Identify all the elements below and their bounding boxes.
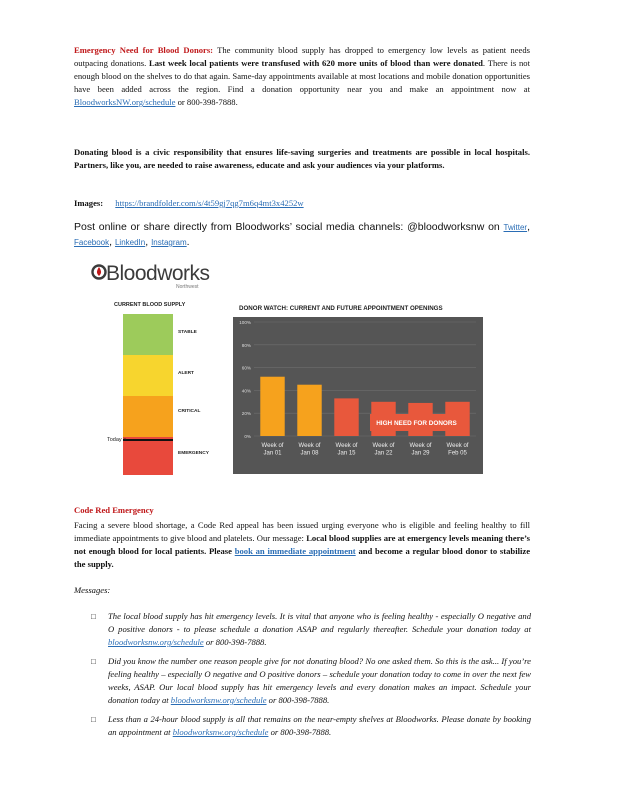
chart-category-label [447, 443, 469, 457]
chart-bar [297, 385, 321, 436]
chart-ytick-label: 0% [244, 434, 251, 439]
chart-category-label-line: Jan 22 [374, 450, 393, 457]
gauge-label-stable: STABLE [178, 330, 197, 335]
civic-text: Donating blood is a civic responsibility that ensures life-saving surgeries and treatments are possible in local hospitals. Partners, like you, are needed to raise awareness, educate and ask your audiences via your platforms. [74, 147, 530, 170]
chart-category-label-line: Jan 29 [411, 450, 430, 457]
bloodworks-logo-icon [91, 263, 107, 281]
bloodworks-logo-text: Bloodworks [106, 262, 210, 285]
chart-category-label [262, 443, 284, 457]
chart-ytick-label: 60% [241, 365, 251, 371]
code-red-please: Please [209, 546, 232, 556]
gauge-level-alert [123, 355, 173, 396]
chart-ytick-label: 20% [241, 411, 251, 417]
gauge-level-critical [123, 396, 173, 437]
chart-category-label-line: Jan 08 [300, 450, 319, 457]
bloodworks-logo-sub: Northwest [176, 284, 199, 290]
message-item [91, 713, 531, 739]
images-line [74, 197, 530, 210]
code-red-bold: Local blood supplies are at emergency levels meaning there’s not enough blood for local patients. [74, 533, 530, 556]
messages-label-text: Messages: [74, 585, 111, 595]
code-red-paragraph [74, 519, 530, 571]
facebook-link[interactable]: Facebook [74, 238, 110, 247]
code-red-text-2: and become a regular blood donor to stabilize the supply. [74, 546, 531, 569]
chart-bar [334, 398, 358, 436]
today-marker [107, 437, 126, 443]
images-label: Images: [74, 198, 104, 208]
gauge-label-emergency: EMERGENCY [178, 451, 209, 456]
linkedin-link[interactable]: LinkedIn [114, 238, 146, 247]
chart-ytick-label: 100% [239, 320, 251, 325]
emergency-text-2: . There is not enough blood on the shelves to do that again. Same-day appointments available at most locations and mobile donation opportunities have been added across the region. Find a donation opportunity near you and make an appointment now at [74, 58, 530, 94]
emergency-paragraph [74, 44, 530, 109]
chart-category-label [299, 443, 321, 457]
messages-label [74, 584, 530, 597]
emergency-heading: Emergency Need for Blood Donors: [74, 45, 214, 55]
message-link[interactable]: bloodworksnw.org/schedule [172, 727, 269, 737]
chart-category-label-line: Week of [446, 443, 469, 449]
message-phone: or 800-398-7888. [270, 727, 332, 737]
chart-category-label-line: Week of [409, 443, 432, 449]
book-appointment-link[interactable]: book an immediate appointment [234, 546, 356, 556]
emergency-phone: or 800-398-7888. [177, 97, 238, 107]
chart-ytick-label: 40% [241, 388, 251, 394]
chart-title: DONOR WATCH: CURRENT AND FUTURE APPOINTMENT OPENINGS [239, 305, 443, 312]
message-item [91, 655, 531, 707]
brandfolder-link[interactable]: https://brandfolder.com/s/4t59gj7qg7m6q4mt3x4252w [115, 198, 304, 208]
gauge-label-critical: CRITICAL [178, 409, 201, 414]
chart-bar [260, 377, 284, 436]
message-link[interactable]: bloodworksnw.org/schedule [108, 637, 204, 647]
bullet-box-icon: □ [91, 612, 96, 621]
schedule-link[interactable]: BloodworksNW.org/schedule [74, 97, 176, 107]
gauge-label-alert: ALERT [178, 371, 194, 376]
blood-supply-gauge [123, 314, 173, 475]
bullet-box-icon: □ [91, 715, 96, 724]
emergency-text: The community blood supply has dropped to emergency low levels as patient needs outpacing donations. [74, 45, 530, 68]
today-label: Today [107, 437, 122, 443]
message-phone: or 800-398-7888. [268, 695, 330, 705]
code-red-text: Facing a severe blood shortage, a Code Red appeal has been issued urging everyone who is eligible and feeling healthy to fill immediate appointments to give blood and platelets. Our message: [74, 520, 530, 543]
social-paragraph: Post online or share directly from Bloodworks’ social media channels: @bloodworksnw on Twitter, Facebook, LinkedIn, Instagram. [74, 221, 530, 248]
today-arrow-icon: > [123, 437, 127, 443]
gauge-level-emergency [123, 437, 173, 475]
chart-category-label-line: Week of [298, 443, 321, 449]
emergency-bold: Last week local patients were transfused with 620 more units of blood than were donated [149, 58, 483, 68]
chart-category-label-line: Jan 01 [263, 450, 282, 457]
chart-ytick-label: 80% [241, 342, 251, 348]
message-link[interactable]: bloodworksnw.org/schedule [170, 695, 267, 705]
bullet-box-icon: □ [91, 657, 96, 666]
chart-category-label-line: Week of [335, 443, 358, 449]
code-red-title: Code Red Emergency [74, 505, 154, 515]
gauge-today-line [123, 439, 173, 441]
messages-list [91, 610, 531, 745]
message-text: Did you know the number one reason people give for not donating blood? No one asked them. So this is the ask... If you’re feeling healthy – especially O negative and O positive donors – schedule your donation today to come in over the next few weeks, ASAP. Our local blood supply has hit emergency levels and every donation makes an impact. Schedule your donation today at [108, 656, 531, 705]
chart-category-label-line: Week of [261, 443, 284, 449]
chart-category-label [410, 443, 432, 457]
instagram-link[interactable]: Instagram [151, 238, 187, 247]
donor-watch-chart [230, 300, 486, 476]
gauge-level-stable [123, 314, 173, 355]
twitter-link[interactable]: Twitter [503, 223, 528, 232]
gauge-title: CURRENT BLOOD SUPPLY [114, 302, 186, 308]
high-need-label: HIGH NEED FOR DONORS [376, 420, 457, 427]
social-text: Post online or share directly from Bloodworks’ social media channels: @bloodworksnw on [74, 221, 500, 233]
message-phone: or 800-398-7888. [205, 637, 267, 647]
message-text: Less than a 24-hour blood supply is all that remains on the near-empty shelves at Bloodworks. Please donate by booking an appointment at [108, 714, 531, 737]
chart-category-label [373, 443, 395, 457]
message-text: The local blood supply has hit emergency levels. It is vital that anyone who is feeling healthy - especially O negative and O positive donors - to please schedule a donation ASAP and regularly thereafter. Schedule your donation today at [108, 611, 531, 634]
chart-category-label [336, 443, 358, 457]
message-item [91, 610, 531, 649]
code-red-heading [74, 504, 530, 517]
chart-category-label-line: Jan 15 [337, 450, 356, 457]
chart-category-label-line: Week of [372, 443, 395, 449]
chart-category-label-line: Feb 05 [448, 450, 467, 457]
civic-paragraph [74, 146, 530, 172]
